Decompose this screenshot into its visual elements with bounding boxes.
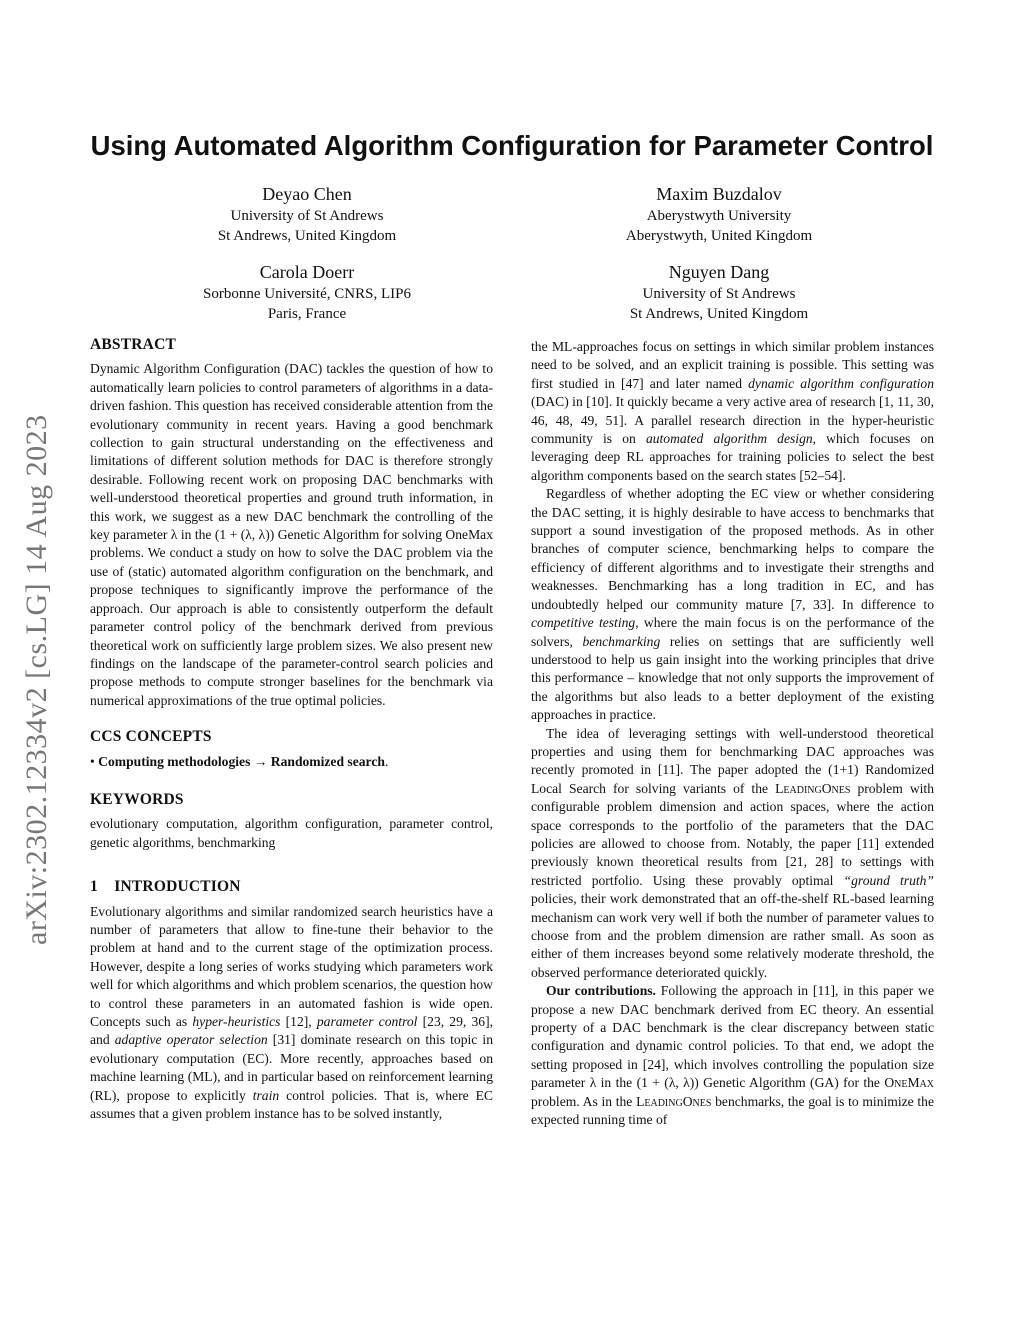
author-name: Nguyen Dang <box>668 262 770 282</box>
author-location: Paris, France <box>267 306 347 322</box>
author-affiliation: University of St Andrews <box>642 286 796 302</box>
author-block <box>559 182 879 246</box>
intro-paragraph-1b: the ML-approaches focus on settings in which similar problem instances need to be solved, and an explicit training is possible. This setting was first studied in [47] and later named dynamic algorithm configuration (DAC) in [10]. It quickly became a very active area of research [1, 11, 30, 46, 48, 49, 51]. A parallel research direction in the hyper-heuristic community is on automated algorithm design, which focuses on leveraging deep RL approaches for training policies to select the best algorithm components based on the search states [52–54]. <box>531 339 934 483</box>
ccs-bullet: • <box>90 753 95 769</box>
section-title: INTRODUCTION <box>114 878 241 896</box>
intro-paragraph-2: Regardless of whether adopting the EC view or whether considering the DAC setting, it is highly desirable to have access to benchmarks that support a sound investigation of the proposed methods. As in other branches of computer science, benchmarking helps to compare the efficiency of different algorithms and to investigate their strengths and weaknesses. Benchmarking has a long tradition in EC, and has undoubtedly helped our community mature [7, 33]. In difference to competitive testing, where the main focus is on the performance of the solvers, benchmarking relies on settings that are sufficiently well understood to help us gain insight into the working principles that drive this performance – knowledge that not only supports the improvement of the algorithms but also leads to a better deployment of the existing approaches in practice. <box>531 486 934 723</box>
intro-paragraph-4: Our contributions. Following the approach in [11], in this paper we propose a new DAC benchmark derived from EC theory. An essential property of a DAC benchmark is the clear discrepancy between static configuration and dynamic control policies. To that end, we adopt the setting proposed in [24], which involves controlling the population size parameter λ in the (1 + (λ, λ)) Genetic Algorithm (GA) for the OneMax problem. As in the LeadingOnes benchmarks, the goal is to minimize the expected running time of <box>531 983 935 1128</box>
ccs-sub: Randomized search <box>270 753 385 769</box>
ccs-arrow: → <box>253 753 268 769</box>
author-name: Maxim Buzdalov <box>656 184 782 204</box>
ccs-heading: CCS CONCEPTS <box>90 728 212 746</box>
arxiv-stamp-text: arXiv:2302.12334v2 [cs.LG] 14 Aug 2023 <box>20 414 53 945</box>
introduction-heading <box>90 878 493 896</box>
author-name: Carola Doerr <box>259 262 355 282</box>
section-number: 1 <box>90 878 98 896</box>
ccs-main: Computing methodologies <box>98 753 251 769</box>
left-column <box>90 336 493 1123</box>
keywords-heading: KEYWORDS <box>90 790 184 808</box>
ccs-end: . <box>384 753 389 769</box>
abstract-heading: ABSTRACT <box>90 336 177 353</box>
author-location: Aberystwyth, United Kingdom <box>625 228 813 244</box>
right-column <box>531 338 934 1129</box>
author-affiliation: Sorbonne Université, CNRS, LIP6 <box>203 286 411 302</box>
intro-paragraph-1a: Evolutionary algorithms and similar randomized search heuristics have a number of parameters that allow to fine-tune their behavior to the problem at hand and to the current stage of the optimization process. However, despite a long series of works studying which parameters work well for which algorithms and which problem scenarios, the question how to control these parameters in an automated fashion is wide open. Concepts such as hyper-heuristics [12], parameter control [23, 29, 36], and adaptive operator selection [31] dominate research on this topic in evolutionary computation (EC). More recently, approaches based on machine learning (ML), and in particular based on reinforcement learning (RL), propose to explicitly train control policies. That is, where EC assumes that a given problem instance has to be solved instantly, <box>90 903 494 1122</box>
ccs-concepts <box>90 753 493 771</box>
author-affiliation: Aberystwyth University <box>646 208 792 224</box>
author-block <box>147 260 467 324</box>
abstract-text: Dynamic Algorithm Configuration (DAC) tackles the question of how to automatically learn policies to control parameters of algorithms in a data-driven fashion. This question has received considerable attention from the evolutionary community in recent years. Having a good benchmark collection to gain structural understanding on the effectiveness and limitations of different solution methods for DAC is therefore strongly desirable. Following recent work on proposing DAC benchmarks with well-understood theoretical properties and ground truth information, in this work, we suggest as a new DAC benchmark the controlling of the key parameter λ in the (1 + (λ, λ)) Genetic Algorithm for solving OneMax problems. We conduct a study on how to solve the DAC problem via the use of (static) automated algorithm configuration on the benchmark, and propose techniques to significantly improve the performance of the approach. Our approach is able to consistently outperform the default parameter control policy of the benchmark derived from previous theoretical work on sufficiently large problem sizes. We also present new findings on the landscape of the parameter-control search policies and propose methods to compute stronger baselines for the benchmark via numerical approximations of the true optimal policies. <box>90 361 493 708</box>
author-location: St Andrews, United Kingdom <box>217 228 397 244</box>
author-block <box>147 182 467 246</box>
keywords-text: evolutionary computation, algorithm configuration, parameter control, genetic algorithms, benchmarking <box>90 816 493 850</box>
paper-title: Using Automated Algorithm Configuration for Parameter Control <box>90 130 934 161</box>
author-name: Deyao Chen <box>262 184 352 204</box>
author-block <box>559 260 879 324</box>
intro-paragraph-3: The idea of leveraging settings with well-understood theoretical properties and using them for benchmarking DAC approaches was recently promoted in [11]. The paper adopted the (1+1) Randomized Local Search for solving variants of the LeadingOnes problem with configurable problem dimension and action spaces, where the action space corresponds to the portfolio of the parameters that the DAC policies are allowed to choose from. Notably, the paper [11] extended previously known theoretical results from [21, 28] to settings with restricted portfolio. Using these provably optimal “ground truth” policies, their work demonstrated that an off-the-shelf RL-based learning mechanism can work very well if both the number of parameter values to choose from and the problem dimension are rather small. As soon as either of them increases beyond some relatively moderate threshold, the observed performance deteriorated quickly. <box>531 725 934 980</box>
author-location: St Andrews, United Kingdom <box>629 306 809 322</box>
author-affiliation: University of St Andrews <box>230 208 384 224</box>
